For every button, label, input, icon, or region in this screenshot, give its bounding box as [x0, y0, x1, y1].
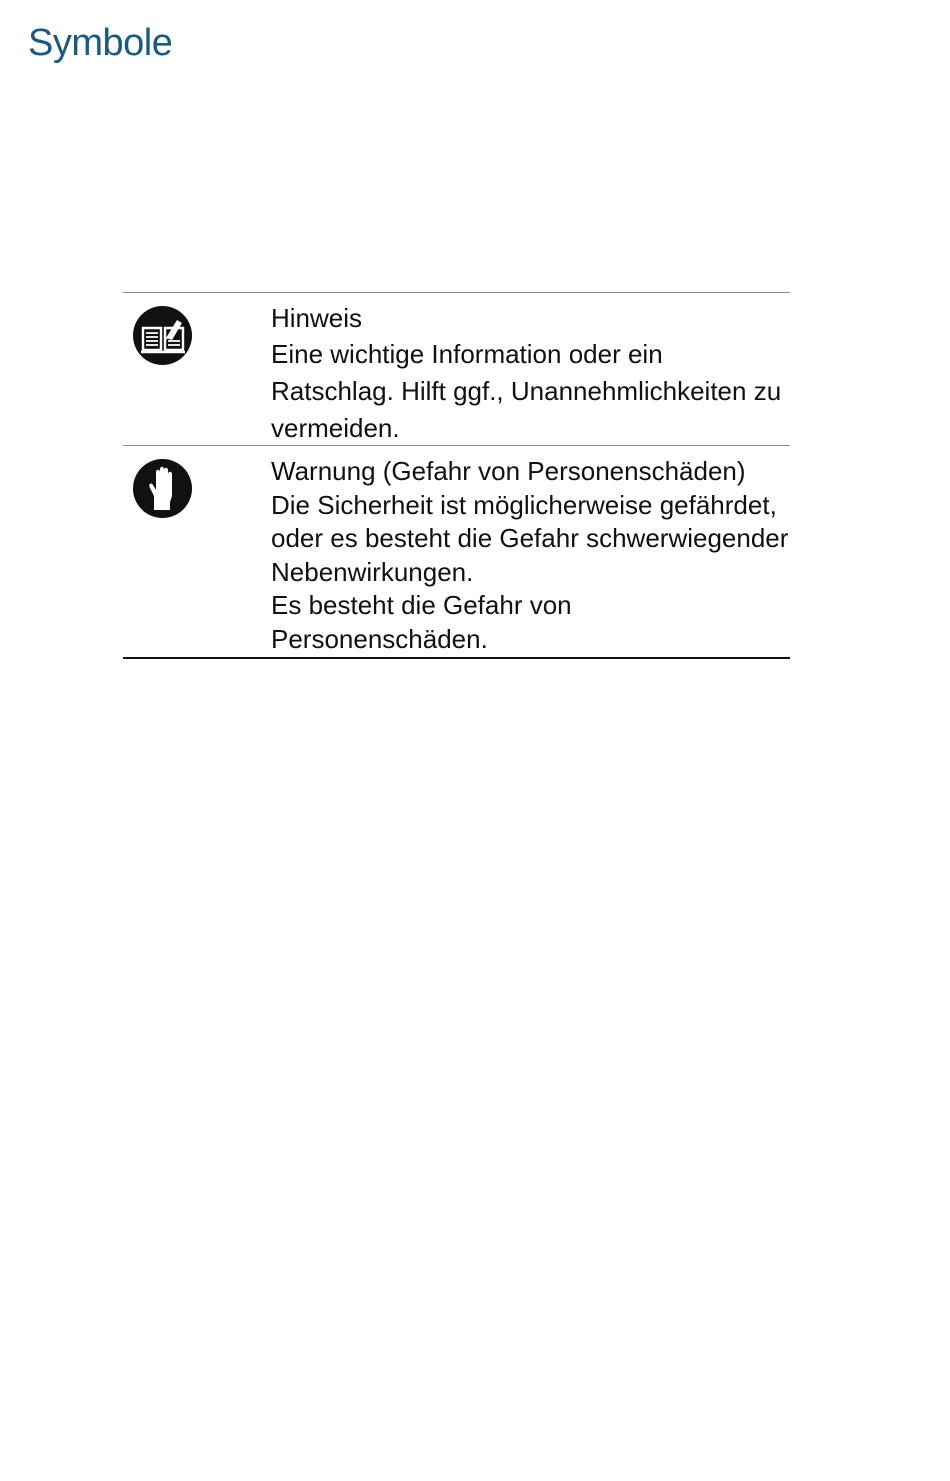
symbol-description: Eine wichtige Information oder ein Ratschlag. Hilft ggf., Unannehmlichkeiten zu vermeiden.: [271, 338, 782, 443]
symbol-text: [271, 293, 790, 445]
stop-hand-icon: [133, 459, 192, 518]
symbol-row-hint: [123, 293, 790, 445]
page-title: Symbole: [28, 22, 173, 64]
symbol-row-warning: [123, 445, 790, 657]
symbol-text: [271, 446, 790, 657]
manual-book-icon: [133, 306, 192, 365]
symbol-heading: Warnung (Gefahr von Personenschäden): [271, 456, 746, 486]
icon-cell: [123, 446, 271, 657]
symbol-table: [123, 292, 790, 659]
symbol-description: Die Sicherheit ist möglicherweise gefährdet, oder es besteht die Gefahr schwerwiegender Nebenwirkungen.: [271, 489, 789, 587]
icon-cell: [123, 293, 271, 445]
symbol-heading: Hinweis: [271, 303, 363, 333]
symbol-note: Es besteht die Gefahr von Personenschäden.: [271, 590, 572, 654]
